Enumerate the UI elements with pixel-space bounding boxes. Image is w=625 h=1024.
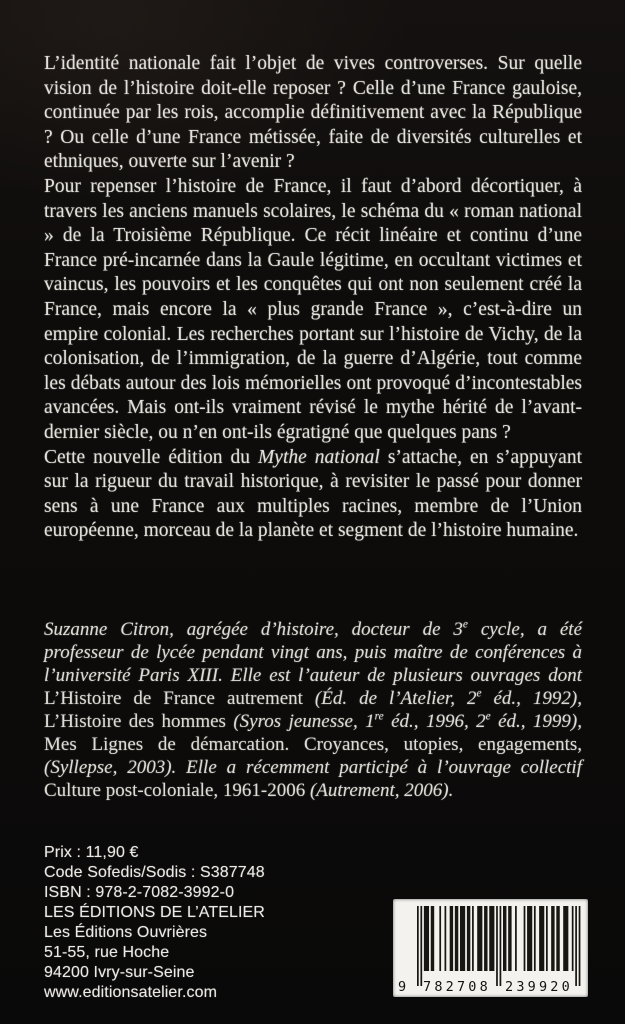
barcode-bar — [524, 906, 526, 971]
barcode-bar — [477, 906, 482, 971]
text-segment: e — [462, 618, 468, 631]
barcode-bar — [579, 906, 581, 986]
barcode-bar — [450, 906, 453, 971]
text-segment: L’identité nationale fait l’objet de vives controverses. Sur quelle vision de l’histoire doit-elle reposer ? Celle d’une France gauloise, continuée par les rois, accomplie définitivement avec la République ? Ou celle d’une France métissée, faite de diversités culturelles et ethniques, ouverte sur l’avenir ? — [44, 53, 582, 173]
text-segment: (Syros jeunesse, 1 — [225, 711, 375, 732]
paragraph — [44, 446, 582, 544]
publisher-info-line: ISBN : 978-2-7082-3992-0 — [44, 884, 235, 901]
barcode-bar — [527, 906, 532, 971]
barcode-bar — [417, 906, 419, 986]
barcode-bar — [546, 906, 548, 971]
barcode-bar — [503, 906, 506, 971]
barcode-bar — [472, 906, 474, 971]
barcode-bar — [455, 906, 458, 971]
barcode-bar — [556, 906, 559, 971]
text-segment: Pour repenser l’histoire de France, il faut d’abord décortiquer, à travers les anciens manuels scolaires, le schéma du « roman national » de la Troisième République. Ce récit linéaire et continu d’une France pré-incarnée dans la Gaule légitime, en occultant victimes et vaincus, les pouvoirs et les conquêtes qui ont non seulement créé la France, mais encore la « plus grande France », c’est-à-dire un empire colonial. Les recherches portant sur l’histoire de Vichy, de la colonisation, de l’immigration, de la guerre d’Algérie, tout comme les débats autour des lois mémorielles ont provoqué d’incontestables avancées. Mais ont-ils vraiment révisé le mythe hérité de l’avant-dernier siècle, ou n’en ont-ils égratigné que quelques pans ? — [44, 175, 582, 443]
barcode-bar — [515, 906, 517, 971]
barcode-bar — [572, 906, 574, 971]
barcode-bar — [563, 906, 568, 971]
text-segment: Mes Lignes de démarcation. Croyances, utopies, engagements, — [44, 734, 582, 755]
barcode-bar — [420, 906, 422, 986]
text-segment: éd., 1999), — [490, 711, 582, 732]
text-segment: e — [485, 710, 491, 723]
text-segment: cycle, a été professeur de lycée pendant vingt ans, puis maître de conférences à l’université Paris XIII. Elle est l’auteur de plusieurs ouvrages dont — [44, 619, 583, 686]
barcode-bar — [484, 906, 487, 971]
barcode-digit-group: 9 — [398, 979, 407, 995]
barcode-bar — [539, 906, 544, 971]
paragraph — [44, 52, 582, 175]
barcode-digit-group: 782708 — [423, 979, 491, 995]
barcode-bar — [424, 906, 429, 971]
barcode-bar — [489, 906, 494, 971]
text-segment: Cette nouvelle édition du — [44, 446, 259, 468]
blurb-text — [44, 52, 582, 544]
barcode-bar — [431, 906, 434, 971]
text-segment: éd., 1992), — [481, 688, 582, 709]
publisher-info-line: Les Éditions Ouvrières — [44, 924, 208, 941]
barcode-bar — [575, 906, 577, 986]
barcode-digits — [393, 978, 588, 996]
text-segment: (Éd. de l’Atelier, 2 — [302, 688, 477, 709]
text-segment: éd., 1996, 2 — [383, 711, 486, 732]
text-segment: L’Histoire des hommes — [44, 711, 226, 732]
barcode-bar — [534, 906, 536, 971]
text-segment: e — [476, 687, 482, 700]
publisher-info-line: Prix : 11,90 € — [44, 844, 139, 861]
barcode-bar — [467, 906, 470, 971]
barcode-bar — [439, 906, 441, 971]
text-segment: L’Histoire de France autrement — [44, 688, 303, 709]
text-segment: Mythe national — [258, 446, 380, 468]
barcode-bar — [508, 906, 511, 971]
author-bio — [44, 618, 582, 802]
publisher-info — [44, 843, 265, 1003]
publisher-info-line: www.editionsatelier.com — [44, 984, 218, 1001]
barcode-bar — [496, 906, 498, 986]
barcode — [393, 899, 588, 997]
text-segment: Suzanne Citron, agrégée d’histoire, docteur de 3 — [44, 619, 463, 640]
barcode-bar — [500, 906, 502, 986]
barcode-bar — [460, 906, 465, 971]
publisher-info-line: 94200 Ivry-sur-Seine — [44, 964, 195, 981]
text-segment: re — [374, 710, 384, 723]
barcode-digit-group: 239920 — [505, 979, 573, 995]
publisher-info-line: Code Sofedis/Sodis : S387748 — [44, 864, 265, 881]
publisher-info-line: LES ÉDITIONS DE L’ATELIER — [44, 904, 265, 921]
text-segment: Culture post-coloniale, 1961-2006 — [44, 780, 306, 801]
paragraph — [44, 175, 582, 446]
barcode-bar — [551, 906, 554, 971]
text-segment: s’attache, en s’appuyant sur la rigueur du travail historique, à revisiter le passé pour donner sens à une France aux multiples racines, membre de l’Union européenne, morceau de la planète et segment de l’histoire humaine. — [44, 446, 582, 542]
text-segment: (Autrement, 2006). — [305, 780, 454, 801]
publisher-info-line: 51-55, rue Hoche — [44, 944, 170, 961]
barcode-bar — [445, 906, 447, 971]
text-segment: (Syllepse, 2003). Elle a récemment participé à l’ouvrage collectif — [44, 757, 582, 778]
